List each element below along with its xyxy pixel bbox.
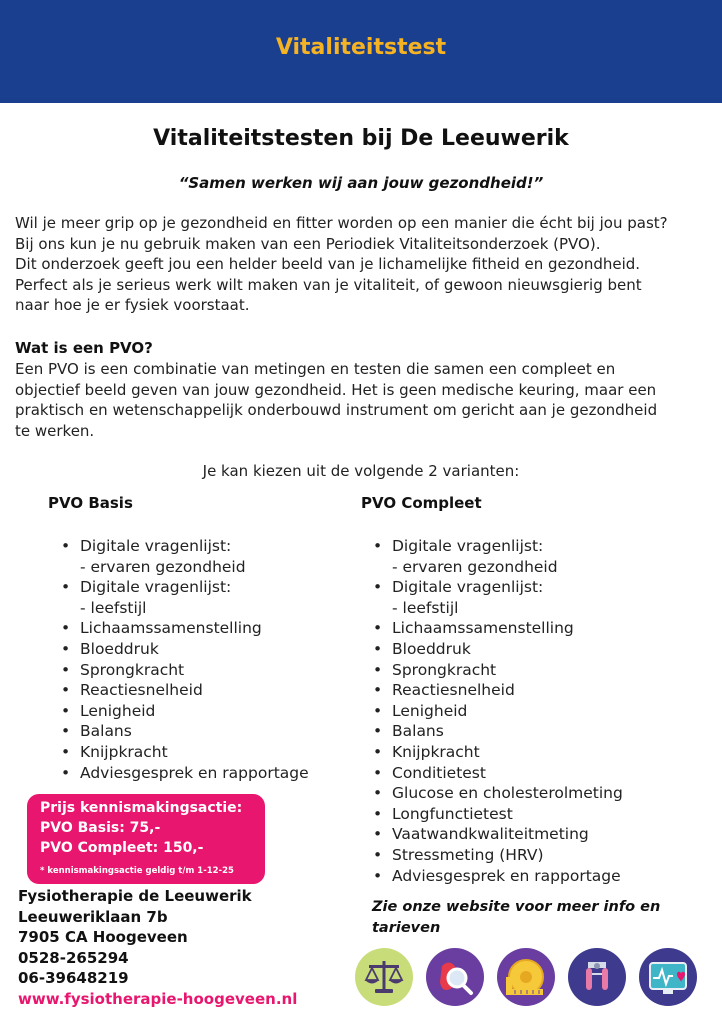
list-item-label: Stressmeting (HRV) (392, 845, 544, 864)
pvo-line: Een PVO is een combinatie van metingen en testen die samen een compleet en (15, 360, 616, 378)
list-item-label: Balans (392, 722, 444, 741)
website-note (372, 897, 660, 938)
header-banner (0, 0, 722, 103)
compleet-title: PVO Compleet (361, 494, 482, 512)
list-item-label: Reactiesnelheid (80, 681, 203, 700)
price-basis: PVO Basis: 75,- (40, 820, 161, 836)
list-item (61, 742, 309, 763)
list-item-label: Lichaamssamenstelling (392, 619, 574, 638)
list-item (61, 660, 309, 681)
list-item (61, 577, 309, 618)
banner-title: Vitaliteitstest (275, 35, 447, 60)
contact-street: Leeuweriklaan 7b (18, 907, 168, 926)
list-item-label: Conditietest (392, 763, 486, 782)
list-item-label: Lenigheid (80, 701, 156, 720)
list-item-label: Digitale vragenlijst: (80, 578, 232, 597)
list-item (61, 701, 309, 722)
list-item-label: Lichaamssamenstelling (80, 619, 262, 638)
list-item (373, 742, 623, 763)
list-item (373, 618, 623, 639)
list-item (61, 536, 309, 577)
contact-name: Fysiotherapie de Leeuwerik (18, 887, 252, 905)
intro-line: Dit onderzoek geeft jou een helder beeld van je lichamelijke fitheid en gezondheid. (15, 255, 641, 274)
list-item-label: Balans (80, 722, 132, 741)
list-item-label: Digitale vragenlijst: (392, 537, 544, 555)
price-box (27, 794, 265, 884)
list-item (61, 639, 309, 660)
icon-row (355, 948, 715, 1010)
list-item-label: Bloeddruk (80, 639, 159, 658)
list-item (61, 680, 309, 701)
list-item-label: Adviesgesprek en rapportage (392, 866, 621, 885)
list-item (61, 763, 309, 784)
list-item (373, 721, 623, 742)
basis-list (61, 536, 309, 783)
list-item (373, 845, 623, 866)
contact-mobile: 06-39648219 (18, 969, 129, 988)
list-item (373, 804, 623, 825)
price-note: * kennismakingsactie geldig t/m 1-12-25 (40, 866, 234, 876)
pvo-line: objectief beeld geven van jouw gezondheid. Het is geen medische keuring, maar een (15, 380, 657, 399)
list-item (373, 783, 623, 804)
list-item (373, 866, 623, 887)
website-note-line: tarieven (372, 919, 441, 936)
list-item-sub: - leefstijl (392, 598, 459, 617)
list-item-label: Adviesgesprek en rapportage (80, 763, 309, 782)
list-item (61, 721, 309, 742)
variants-intro: Je kan kiezen uit de volgende 2 varianten: (202, 462, 520, 480)
measuring-tape-icon (497, 948, 555, 1006)
intro-line: Perfect als je serieus werk wilt maken van je vitaliteit, of gewoon nieuwsgierig bent (15, 275, 642, 294)
list-item-label: Digitale vragenlijst: (80, 537, 232, 555)
list-item-label: Sprongkracht (392, 660, 497, 679)
list-item (373, 660, 623, 681)
list-item-label: Knijpkracht (392, 742, 480, 761)
price-title: Prijs kennismakingsactie: (40, 800, 243, 816)
magnifier-icon (426, 948, 484, 1006)
list-item-sub: - leefstijl (80, 598, 147, 617)
list-item (373, 763, 623, 784)
pvo-heading: Wat is een PVO? (15, 339, 153, 357)
list-item (373, 639, 623, 660)
list-item-label: Longfunctietest (392, 804, 513, 823)
list-item-label: Lenigheid (392, 701, 468, 720)
scale-icon (355, 948, 413, 1006)
list-item-label: Vaatwandkwaliteitmeting (392, 825, 589, 844)
pvo-line: praktisch en wetenschappelijk onderbouwd instrument om gericht aan je gezondheid (15, 401, 658, 420)
website-note-line: Zie onze website voor meer info en (372, 899, 661, 915)
list-item (61, 618, 309, 639)
website-link[interactable]: www.fysiotherapie-hoogeveen.nl (18, 989, 298, 1008)
list-item-sub: - ervaren gezondheid (392, 557, 558, 576)
list-item (373, 824, 623, 845)
list-item-label: Reactiesnelheid (392, 681, 515, 700)
pvo-paragraph (15, 359, 715, 441)
compleet-list (373, 536, 623, 886)
basis-title: PVO Basis (48, 494, 133, 512)
price-compleet: PVO Compleet: 150,- (40, 840, 204, 856)
list-item-label: Bloeddruk (392, 639, 471, 658)
pvo-line: te werken. (15, 421, 95, 440)
list-item-label: Knijpkracht (80, 742, 168, 761)
list-item (373, 536, 623, 577)
list-item-label: Glucose en cholesterolmeting (392, 784, 623, 803)
intro-line: naar hoe je er fysiek voorstaat. (15, 296, 250, 315)
grip-strength-icon (568, 948, 626, 1006)
heart-monitor-icon (639, 948, 697, 1006)
intro-line: Bij ons kun je nu gebruik maken van een Periodiek Vitaliteitsonderzoek (PVO). (15, 234, 601, 253)
list-item (373, 701, 623, 722)
list-item-label: Sprongkracht (80, 660, 185, 679)
contact-phone: 0528-265294 (18, 948, 129, 967)
list-item-sub: - ervaren gezondheid (80, 557, 246, 576)
slogan: “Samen werken wij aan jouw gezondheid!” (178, 174, 544, 192)
page-title: Vitaliteitstesten bij De Leeuwerik (153, 126, 569, 151)
contact-city: 7905 CA Hoogeveen (18, 928, 188, 947)
contact-block (18, 886, 297, 1010)
list-item (373, 680, 623, 701)
list-item-label: Digitale vragenlijst: (392, 578, 544, 597)
intro-line: Wil je meer grip op je gezondheid en fitter worden op een manier die écht bij jou past? (15, 214, 668, 232)
list-item (373, 577, 623, 618)
intro-paragraph (15, 213, 715, 316)
